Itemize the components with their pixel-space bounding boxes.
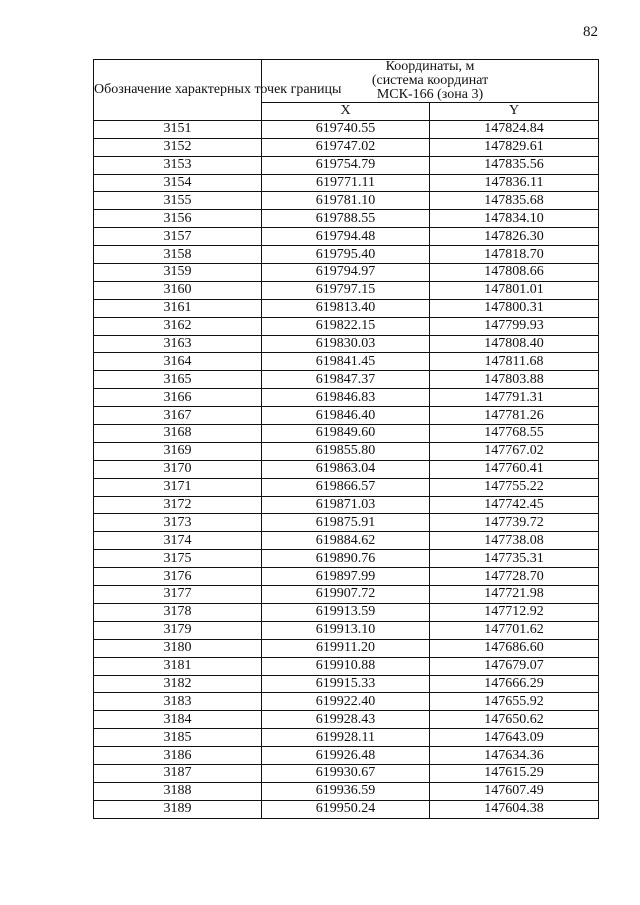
x-cell: 619795.40 <box>262 246 430 264</box>
y-cell: 147800.31 <box>430 299 599 317</box>
table-row <box>94 246 599 264</box>
point-cell: 3157 <box>94 228 262 246</box>
table-row <box>94 711 599 729</box>
point-cell: 3165 <box>94 371 262 389</box>
x-cell: 619897.99 <box>262 568 430 586</box>
table-row <box>94 800 599 818</box>
point-cell: 3178 <box>94 603 262 621</box>
table-row <box>94 764 599 782</box>
page-number: 82 <box>583 24 598 40</box>
table-row <box>94 174 599 192</box>
table-row <box>94 371 599 389</box>
x-cell: 619822.15 <box>262 317 430 335</box>
table-row <box>94 156 599 174</box>
y-cell: 147829.61 <box>430 138 599 156</box>
y-cell: 147803.88 <box>430 371 599 389</box>
coordinates-table <box>93 59 599 819</box>
y-cell: 147768.55 <box>430 425 599 443</box>
point-cell: 3159 <box>94 264 262 282</box>
y-cell: 147615.29 <box>430 764 599 782</box>
x-cell: 619910.88 <box>262 657 430 675</box>
point-cell: 3175 <box>94 550 262 568</box>
point-cell: 3184 <box>94 711 262 729</box>
table-row <box>94 228 599 246</box>
x-cell: 619740.55 <box>262 120 430 138</box>
header-coordinates-line3: МСК-166 (зона 3) <box>376 87 484 102</box>
x-cell: 619922.40 <box>262 693 430 711</box>
point-cell: 3179 <box>94 621 262 639</box>
y-cell: 147604.38 <box>430 800 599 818</box>
y-cell: 147739.72 <box>430 514 599 532</box>
table-row <box>94 568 599 586</box>
y-cell: 147666.29 <box>430 675 599 693</box>
point-cell: 3164 <box>94 353 262 371</box>
y-cell: 147791.31 <box>430 389 599 407</box>
y-cell: 147607.49 <box>430 782 599 800</box>
y-cell: 147835.68 <box>430 192 599 210</box>
table-row <box>94 138 599 156</box>
y-cell: 147742.45 <box>430 496 599 514</box>
point-cell: 3186 <box>94 747 262 765</box>
y-cell: 147721.98 <box>430 586 599 604</box>
table-row <box>94 603 599 621</box>
y-cell: 147808.66 <box>430 264 599 282</box>
table-row <box>94 299 599 317</box>
point-cell: 3173 <box>94 514 262 532</box>
table-row <box>94 264 599 282</box>
y-cell: 147755.22 <box>430 478 599 496</box>
point-cell: 3180 <box>94 639 262 657</box>
table-row <box>94 782 599 800</box>
y-cell: 147767.02 <box>430 442 599 460</box>
point-cell: 3172 <box>94 496 262 514</box>
table-row <box>94 729 599 747</box>
point-cell: 3153 <box>94 156 262 174</box>
y-cell: 147650.62 <box>430 711 599 729</box>
x-cell: 619781.10 <box>262 192 430 210</box>
x-cell: 619913.10 <box>262 621 430 639</box>
y-cell: 147735.31 <box>430 550 599 568</box>
x-cell: 619855.80 <box>262 442 430 460</box>
y-cell: 147811.68 <box>430 353 599 371</box>
x-cell: 619871.03 <box>262 496 430 514</box>
x-cell: 619846.40 <box>262 407 430 425</box>
x-cell: 619875.91 <box>262 514 430 532</box>
x-cell: 619754.79 <box>262 156 430 174</box>
table-row <box>94 621 599 639</box>
table-row <box>94 335 599 353</box>
y-cell: 147738.08 <box>430 532 599 550</box>
y-cell: 147801.01 <box>430 281 599 299</box>
x-cell: 619907.72 <box>262 586 430 604</box>
x-cell: 619846.83 <box>262 389 430 407</box>
y-cell: 147679.07 <box>430 657 599 675</box>
y-cell: 147686.60 <box>430 639 599 657</box>
x-cell: 619913.59 <box>262 603 430 621</box>
table-row <box>94 317 599 335</box>
point-cell: 3161 <box>94 299 262 317</box>
header-y: Y <box>430 103 599 121</box>
y-cell: 147834.10 <box>430 210 599 228</box>
point-cell: 3168 <box>94 425 262 443</box>
x-cell: 619794.97 <box>262 264 430 282</box>
y-cell: 147643.09 <box>430 729 599 747</box>
point-cell: 3189 <box>94 800 262 818</box>
point-cell: 3160 <box>94 281 262 299</box>
point-cell: 3155 <box>94 192 262 210</box>
table-row <box>94 693 599 711</box>
point-cell: 3166 <box>94 389 262 407</box>
table-row <box>94 389 599 407</box>
point-cell: 3183 <box>94 693 262 711</box>
y-cell: 147712.92 <box>430 603 599 621</box>
x-cell: 619847.37 <box>262 371 430 389</box>
x-cell: 619797.15 <box>262 281 430 299</box>
y-cell: 147634.36 <box>430 747 599 765</box>
table-row <box>94 657 599 675</box>
y-cell: 147655.92 <box>430 693 599 711</box>
table-row <box>94 675 599 693</box>
y-cell: 147835.56 <box>430 156 599 174</box>
point-cell: 3185 <box>94 729 262 747</box>
header-coordinates-line2: (система координат <box>371 73 489 88</box>
point-cell: 3163 <box>94 335 262 353</box>
y-cell: 147760.41 <box>430 460 599 478</box>
point-cell: 3158 <box>94 246 262 264</box>
table-row <box>94 550 599 568</box>
x-cell: 619849.60 <box>262 425 430 443</box>
x-cell: 619794.48 <box>262 228 430 246</box>
point-cell: 3152 <box>94 138 262 156</box>
table-row <box>94 192 599 210</box>
table-row <box>94 460 599 478</box>
header-point-designation: Обозначение характерных точек границы <box>94 60 262 121</box>
table-row <box>94 407 599 425</box>
x-cell: 619884.62 <box>262 532 430 550</box>
x-cell: 619813.40 <box>262 299 430 317</box>
table-row <box>94 281 599 299</box>
point-cell: 3154 <box>94 174 262 192</box>
table-row <box>94 120 599 138</box>
point-cell: 3162 <box>94 317 262 335</box>
y-cell: 147808.40 <box>430 335 599 353</box>
point-cell: 3156 <box>94 210 262 228</box>
x-cell: 619863.04 <box>262 460 430 478</box>
y-cell: 147781.26 <box>430 407 599 425</box>
table-row <box>94 442 599 460</box>
table-row <box>94 353 599 371</box>
y-cell: 147836.11 <box>430 174 599 192</box>
x-cell: 619788.55 <box>262 210 430 228</box>
point-cell: 3169 <box>94 442 262 460</box>
y-cell: 147818.70 <box>430 246 599 264</box>
point-cell: 3151 <box>94 120 262 138</box>
table-row <box>94 478 599 496</box>
point-cell: 3187 <box>94 764 262 782</box>
table-row <box>94 586 599 604</box>
table-row <box>94 514 599 532</box>
x-cell: 619830.03 <box>262 335 430 353</box>
x-cell: 619841.45 <box>262 353 430 371</box>
x-cell: 619747.02 <box>262 138 430 156</box>
point-cell: 3176 <box>94 568 262 586</box>
x-cell: 619866.57 <box>262 478 430 496</box>
table-row <box>94 496 599 514</box>
point-cell: 3174 <box>94 532 262 550</box>
header-x: X <box>262 103 430 121</box>
y-cell: 147826.30 <box>430 228 599 246</box>
x-cell: 619928.43 <box>262 711 430 729</box>
x-cell: 619890.76 <box>262 550 430 568</box>
y-cell: 147728.70 <box>430 568 599 586</box>
x-cell: 619911.20 <box>262 639 430 657</box>
table-row <box>94 532 599 550</box>
point-cell: 3170 <box>94 460 262 478</box>
y-cell: 147824.84 <box>430 120 599 138</box>
x-cell: 619936.59 <box>262 782 430 800</box>
y-cell: 147701.62 <box>430 621 599 639</box>
table-row <box>94 639 599 657</box>
table-row <box>94 747 599 765</box>
point-cell: 3188 <box>94 782 262 800</box>
x-cell: 619950.24 <box>262 800 430 818</box>
x-cell: 619930.67 <box>262 764 430 782</box>
x-cell: 619771.11 <box>262 174 430 192</box>
table-row <box>94 425 599 443</box>
point-cell: 3167 <box>94 407 262 425</box>
table-row <box>94 210 599 228</box>
table-body <box>94 120 599 818</box>
point-cell: 3171 <box>94 478 262 496</box>
x-cell: 619928.11 <box>262 729 430 747</box>
y-cell: 147799.93 <box>430 317 599 335</box>
x-cell: 619915.33 <box>262 675 430 693</box>
table-header-row <box>94 60 599 103</box>
point-cell: 3182 <box>94 675 262 693</box>
point-cell: 3181 <box>94 657 262 675</box>
x-cell: 619926.48 <box>262 747 430 765</box>
header-coordinates-line1: Координаты, м <box>385 59 475 74</box>
point-cell: 3177 <box>94 586 262 604</box>
